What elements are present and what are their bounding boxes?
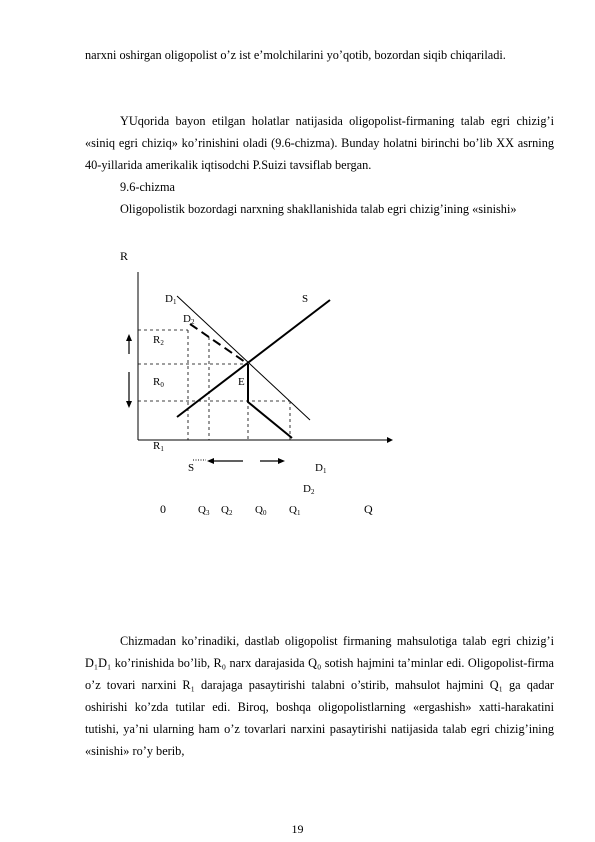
demand-curve-d2-upper — [190, 324, 248, 364]
label-e: E — [238, 376, 245, 388]
label-d2-bottom: D2 — [303, 483, 315, 496]
paragraph-2: YUqorida bayon etilgan holatlar natijasida oligopolist-firmaning talab egri chizig’i «siniq egri chiziq» ko’rinishini oladi (9.6-chizma). Bunday holatni birinchi bo’lib XX asrning 40-yillarida amerikalik iqtisodchi P.Suizi tavsiflab bergan. — [85, 114, 554, 172]
label-s-top: S — [302, 293, 309, 305]
axis-y-label: R — [120, 249, 129, 263]
label-q2: Q2 — [221, 504, 233, 517]
label-q3: Q3 — [198, 504, 210, 517]
arrow-left-icon — [207, 458, 214, 464]
label-d1-top: D1 — [165, 293, 177, 306]
figure-number: 9.6-chizma — [120, 180, 175, 194]
kinked-demand-diagram — [0, 240, 595, 530]
paragraph-3: Chizmadan ko’rinadiki, dastlab oligopolist firmaning mahsulotiga talab egri chizig’i D₁D₁ ko’rinishida bo’lib, R₀ narx darajasida Q₀ sotish hajmini ta’minlar edi. Oligopolist-firma o’z tovari narxini R₁ darajaga pasaytirishi talabni o’stirib, mahsulot hajmini Q₁ ga qadar oshirishi ko’zda tutilar edi. Biroq, boshqa oligopolistlarning «ergashish» xatti-harakatini tutishi, ya’ni ularning ham o’z tovarlari narxini pasaytirishi natijasida talab egri chizig’ining «sinishi» ro’y berib, — [85, 634, 554, 758]
paragraph-1: narxni oshirgan oligopolist o’z ist e’molchilarini yo’qotib, bozordan siqib chiqariladi. — [85, 48, 506, 62]
x-axis-arrowhead — [387, 437, 393, 443]
label-d2-top: D2 — [183, 313, 195, 326]
label-q0: Q0 — [255, 504, 267, 517]
arrow-up-icon — [126, 334, 132, 341]
label-r0: R0 — [153, 376, 164, 389]
figure-caption: Oligopolistik bozordagi narxning shakllanishida talab egri chizig’ining «sinishi» — [120, 202, 517, 216]
label-q1: Q1 — [289, 504, 301, 517]
label-r2: R2 — [153, 334, 164, 347]
label-r1: R1 — [153, 440, 164, 453]
arrow-down-icon — [126, 401, 132, 408]
arrow-right-icon — [278, 458, 285, 464]
axis-x-label: Q — [364, 502, 373, 516]
page-number: 19 — [291, 822, 304, 836]
label-s-bottom: S — [188, 462, 195, 474]
label-d1-bottom: D1 — [315, 462, 327, 475]
label-origin: 0 — [160, 502, 166, 516]
